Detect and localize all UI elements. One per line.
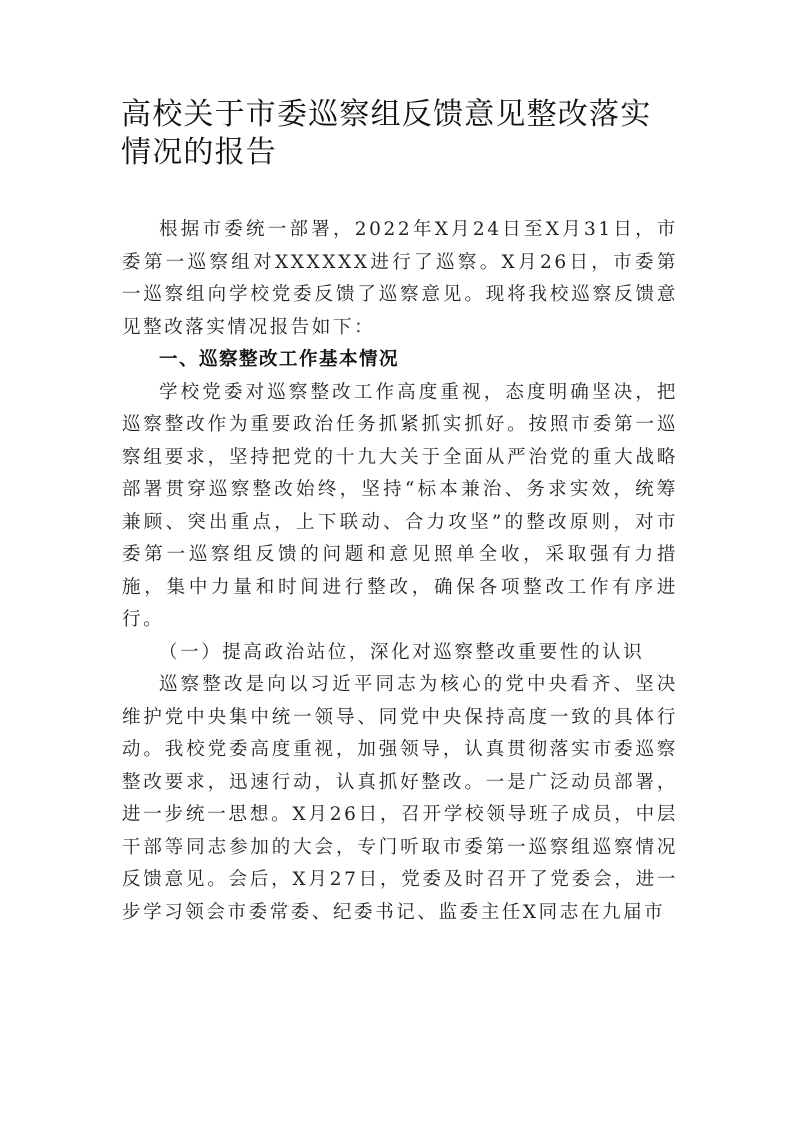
section-paragraph: 学校党委对巡察整改工作高度重视，态度明确坚决，把巡察整改作为重要政治任务抓紧抓实抓好。按照市委第一巡察组要求，坚持把党的十九大关于全面从严治党的重大战略部署贯穿巡察整改始终，坚持“标本兼治、务求实效，统筹兼顾、突出重点，上下联动、合力攻坚”的整改原则，对市委第一巡察组反馈的问题和意见照单全收，采取强有力措施，集中力量和时间进行整改，确保各项整改工作有序进行。 xyxy=(122,381,678,630)
section-heading: 一、巡察整改工作基本情况 xyxy=(159,349,400,370)
document-title: 高校关于市委巡察组反馈意见整改落实情况的报告 xyxy=(121,97,652,170)
subsection-heading: （一）提高政治站位，深化对巡察整改重要性的认识 xyxy=(159,641,645,663)
document-body xyxy=(122,214,678,929)
intro-paragraph: 根据市委统一部署，2022年X月24日至X月31日，市委第一巡察组对XXXXXX进行了巡察。X月26日，市委第一巡察组向学校党委反馈了巡察意见。现将我校巡察反馈意见整改落实情况报告如下： xyxy=(122,219,678,338)
subsection-paragraph: 巡察整改是向以习近平同志为核心的党中央看齐、坚决维护党中央集中统一领导、同党中央保持高度一致的具体行动。我校党委高度重视，加强领导，认真贯彻落实市委巡察整改要求，迅速行动，认真抓好整改。一是广泛动员部署，进一步统一思想。X月26日，召开学校领导班子成员，中层干部等同志参加的大会，专门听取市委第一巡察组巡察情况反馈意见。会后，X月27日，党委及时召开了党委会，进一步学习领会市委常委、纪委书记、监委主任X同志在九届市 xyxy=(122,674,678,923)
